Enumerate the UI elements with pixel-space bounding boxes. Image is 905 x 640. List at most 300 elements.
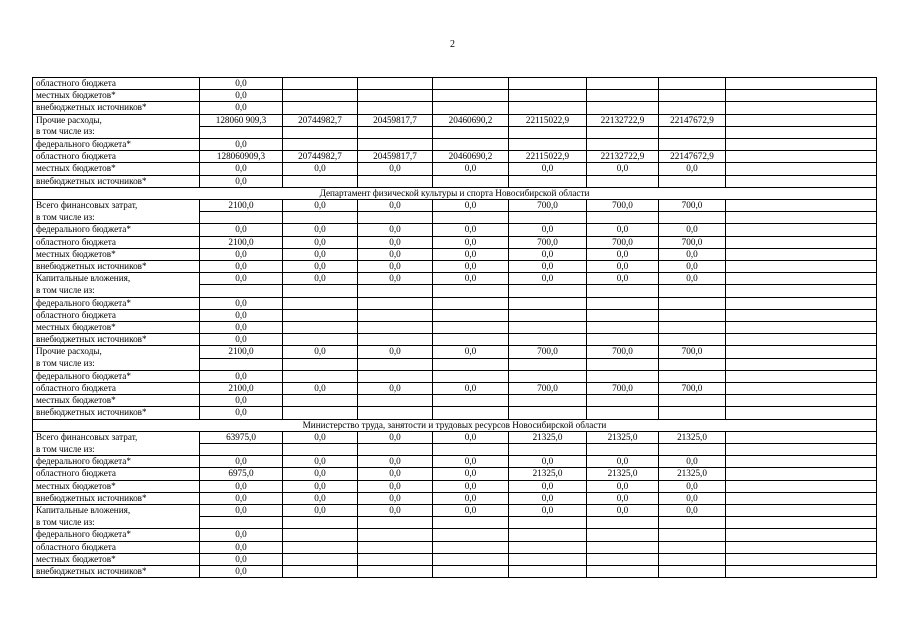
empty-cell <box>726 212 877 224</box>
value-cell: 0,0 <box>659 492 726 504</box>
empty-cell <box>726 529 877 541</box>
value-cell: 700,0 <box>659 346 726 358</box>
value-cell <box>358 309 433 321</box>
value-cell <box>509 541 587 553</box>
empty-cell <box>726 175 877 187</box>
value-cell: 0,0 <box>358 492 433 504</box>
value-cell: 700,0 <box>587 383 659 395</box>
value-cell <box>433 90 509 102</box>
value-cell: 0,0 <box>358 236 433 248</box>
value-cell: 0,0 <box>200 334 283 346</box>
value-cell: 128060 909,3 <box>200 114 283 126</box>
value-cell: 21325,0 <box>587 431 659 443</box>
value-cell <box>358 334 433 346</box>
budget-table <box>32 77 877 578</box>
value-cell: 0,0 <box>283 456 358 468</box>
table-row <box>33 297 877 309</box>
value-cell: 20744982,7 <box>283 114 358 126</box>
value-cell: 0,0 <box>283 492 358 504</box>
table-row <box>33 273 877 285</box>
table-row <box>33 456 877 468</box>
section-title: Министерство труда, занятости и трудовых ресурсов Новосибирской области <box>33 419 877 431</box>
table-row <box>33 139 877 151</box>
value-cell: 0,0 <box>200 163 283 175</box>
value-cell: 0,0 <box>587 273 659 285</box>
value-cell: 0,0 <box>200 566 283 578</box>
page-number: 2 <box>450 39 455 50</box>
value-cell: 0,0 <box>200 309 283 321</box>
value-cell <box>283 212 358 224</box>
value-cell: 0,0 <box>587 505 659 517</box>
row-label: в том числе из: <box>33 444 200 456</box>
value-cell <box>509 309 587 321</box>
value-cell: 0,0 <box>509 248 587 260</box>
table-row <box>33 309 877 321</box>
value-cell: 0,0 <box>509 261 587 273</box>
value-cell <box>587 553 659 565</box>
value-cell: 22132722,9 <box>587 114 659 126</box>
value-cell: 0,0 <box>200 224 283 236</box>
table-row <box>33 529 877 541</box>
value-cell <box>587 444 659 456</box>
value-cell: 6975,0 <box>200 468 283 480</box>
value-cell <box>659 126 726 138</box>
table-row <box>33 248 877 260</box>
empty-cell <box>726 358 877 370</box>
value-cell: 0,0 <box>283 248 358 260</box>
row-label: областного бюджета <box>33 383 200 395</box>
value-cell: 0,0 <box>200 273 283 285</box>
empty-cell <box>726 541 877 553</box>
value-cell <box>200 285 283 297</box>
table-row <box>33 407 877 419</box>
table-row <box>33 492 877 504</box>
value-cell <box>587 139 659 151</box>
value-cell <box>283 407 358 419</box>
empty-cell <box>726 468 877 480</box>
value-cell <box>659 297 726 309</box>
value-cell <box>200 126 283 138</box>
value-cell: 0,0 <box>659 456 726 468</box>
value-cell: 20460690,2 <box>433 151 509 163</box>
table-row <box>33 431 877 443</box>
table-row <box>33 114 877 126</box>
value-cell <box>509 139 587 151</box>
value-cell: 700,0 <box>587 236 659 248</box>
value-cell <box>433 78 509 90</box>
empty-cell <box>726 407 877 419</box>
value-cell <box>283 517 358 529</box>
value-cell: 0,0 <box>587 456 659 468</box>
value-cell <box>358 566 433 578</box>
value-cell: 0,0 <box>200 529 283 541</box>
budget-table-body <box>33 78 877 578</box>
value-cell: 0,0 <box>358 456 433 468</box>
row-label: в том числе из: <box>33 358 200 370</box>
value-cell <box>509 297 587 309</box>
value-cell <box>283 309 358 321</box>
table-row <box>33 395 877 407</box>
empty-cell <box>726 444 877 456</box>
value-cell <box>200 444 283 456</box>
value-cell <box>587 309 659 321</box>
section-header-row <box>33 419 877 431</box>
value-cell <box>433 334 509 346</box>
value-cell: 700,0 <box>509 236 587 248</box>
value-cell: 0,0 <box>200 297 283 309</box>
value-cell <box>587 175 659 187</box>
value-cell: 0,0 <box>509 492 587 504</box>
value-cell <box>358 322 433 334</box>
value-cell <box>433 309 509 321</box>
value-cell: 0,0 <box>587 261 659 273</box>
value-cell <box>659 309 726 321</box>
value-cell: 700,0 <box>587 200 659 212</box>
value-cell <box>358 78 433 90</box>
value-cell: 21325,0 <box>509 431 587 443</box>
value-cell: 0,0 <box>358 273 433 285</box>
row-label: Капитальные вложения, <box>33 505 200 517</box>
value-cell: 0,0 <box>283 236 358 248</box>
table-row <box>33 200 877 212</box>
row-label: областного бюджета <box>33 236 200 248</box>
value-cell <box>659 285 726 297</box>
value-cell <box>433 297 509 309</box>
table-row <box>33 480 877 492</box>
value-cell: 0,0 <box>659 248 726 260</box>
value-cell <box>433 175 509 187</box>
value-cell <box>587 566 659 578</box>
value-cell <box>358 358 433 370</box>
value-cell: 0,0 <box>433 261 509 273</box>
value-cell <box>283 334 358 346</box>
value-cell <box>659 90 726 102</box>
value-cell <box>659 566 726 578</box>
empty-cell <box>726 456 877 468</box>
row-label: федерального бюджета* <box>33 456 200 468</box>
table-row <box>33 517 877 529</box>
value-cell <box>358 517 433 529</box>
value-cell <box>358 285 433 297</box>
empty-cell <box>726 78 877 90</box>
empty-cell <box>726 322 877 334</box>
row-label: внебюджетных источников* <box>33 175 200 187</box>
table-row <box>33 346 877 358</box>
empty-cell <box>726 248 877 260</box>
value-cell: 0,0 <box>200 553 283 565</box>
empty-cell <box>726 370 877 382</box>
value-cell <box>358 126 433 138</box>
row-label: местных бюджетов* <box>33 480 200 492</box>
value-cell: 0,0 <box>283 273 358 285</box>
row-label: местных бюджетов* <box>33 322 200 334</box>
value-cell <box>358 175 433 187</box>
value-cell: 2100,0 <box>200 200 283 212</box>
value-cell <box>659 175 726 187</box>
value-cell <box>283 370 358 382</box>
value-cell: 0,0 <box>659 273 726 285</box>
value-cell <box>587 285 659 297</box>
table-row <box>33 212 877 224</box>
value-cell: 0,0 <box>587 224 659 236</box>
value-cell <box>433 529 509 541</box>
value-cell: 0,0 <box>358 248 433 260</box>
value-cell: 700,0 <box>509 346 587 358</box>
value-cell <box>659 395 726 407</box>
value-cell <box>509 358 587 370</box>
value-cell <box>200 212 283 224</box>
empty-cell <box>726 431 877 443</box>
value-cell: 0,0 <box>509 480 587 492</box>
value-cell: 0,0 <box>433 492 509 504</box>
value-cell <box>587 126 659 138</box>
empty-cell <box>726 151 877 163</box>
value-cell: 0,0 <box>358 383 433 395</box>
table-row <box>33 102 877 114</box>
row-label: Капитальные вложения, <box>33 273 200 285</box>
value-cell: 0,0 <box>200 322 283 334</box>
table-row <box>33 90 877 102</box>
table-row <box>33 566 877 578</box>
value-cell <box>283 322 358 334</box>
row-label: областного бюджета <box>33 468 200 480</box>
value-cell: 0,0 <box>283 224 358 236</box>
value-cell <box>587 541 659 553</box>
row-label: областного бюджета <box>33 78 200 90</box>
value-cell <box>659 541 726 553</box>
value-cell <box>283 541 358 553</box>
empty-cell <box>726 492 877 504</box>
value-cell <box>509 395 587 407</box>
value-cell <box>358 212 433 224</box>
value-cell <box>587 322 659 334</box>
value-cell <box>358 139 433 151</box>
value-cell: 0,0 <box>200 480 283 492</box>
value-cell: 0,0 <box>283 261 358 273</box>
value-cell: 0,0 <box>283 480 358 492</box>
value-cell: 2100,0 <box>200 346 283 358</box>
value-cell: 0,0 <box>358 431 433 443</box>
value-cell: 0,0 <box>659 261 726 273</box>
value-cell <box>659 529 726 541</box>
empty-cell <box>726 102 877 114</box>
value-cell: 0,0 <box>659 505 726 517</box>
value-cell <box>509 517 587 529</box>
empty-cell <box>726 334 877 346</box>
row-label: федерального бюджета* <box>33 224 200 236</box>
value-cell: 0,0 <box>283 200 358 212</box>
empty-cell <box>726 346 877 358</box>
empty-cell <box>726 126 877 138</box>
value-cell: 0,0 <box>283 468 358 480</box>
value-cell <box>659 139 726 151</box>
table-row <box>33 334 877 346</box>
empty-cell <box>726 273 877 285</box>
value-cell <box>358 102 433 114</box>
value-cell <box>659 358 726 370</box>
value-cell <box>509 566 587 578</box>
value-cell <box>659 553 726 565</box>
value-cell <box>509 175 587 187</box>
table-row <box>33 78 877 90</box>
value-cell: 0,0 <box>433 505 509 517</box>
value-cell: 0,0 <box>659 163 726 175</box>
value-cell <box>659 444 726 456</box>
value-cell <box>283 553 358 565</box>
value-cell: 0,0 <box>433 236 509 248</box>
value-cell <box>433 102 509 114</box>
empty-cell <box>726 236 877 248</box>
row-label: внебюджетных источников* <box>33 407 200 419</box>
value-cell <box>509 529 587 541</box>
value-cell: 0,0 <box>433 248 509 260</box>
value-cell <box>659 102 726 114</box>
table-row <box>33 236 877 248</box>
value-cell: 0,0 <box>433 224 509 236</box>
value-cell <box>433 212 509 224</box>
table-row <box>33 261 877 273</box>
value-cell: 0,0 <box>509 505 587 517</box>
table-row <box>33 505 877 517</box>
row-label: Всего финансовых затрат, <box>33 200 200 212</box>
value-cell <box>283 175 358 187</box>
table-row <box>33 541 877 553</box>
value-cell: 0,0 <box>358 468 433 480</box>
value-cell <box>509 322 587 334</box>
table-row <box>33 126 877 138</box>
value-cell: 0,0 <box>200 505 283 517</box>
value-cell: 0,0 <box>200 492 283 504</box>
empty-cell <box>726 90 877 102</box>
value-cell <box>358 407 433 419</box>
empty-cell <box>726 553 877 565</box>
value-cell: 22147672,9 <box>659 151 726 163</box>
table-row <box>33 444 877 456</box>
row-label: федерального бюджета* <box>33 139 200 151</box>
empty-cell <box>726 163 877 175</box>
value-cell <box>200 517 283 529</box>
table-row <box>33 322 877 334</box>
value-cell: 0,0 <box>283 431 358 443</box>
row-label: местных бюджетов* <box>33 163 200 175</box>
row-label: федерального бюджета* <box>33 529 200 541</box>
value-cell: 0,0 <box>433 480 509 492</box>
value-cell <box>509 78 587 90</box>
value-cell: 0,0 <box>509 163 587 175</box>
empty-cell <box>726 517 877 529</box>
row-label: внебюджетных источников* <box>33 102 200 114</box>
value-cell: 700,0 <box>509 200 587 212</box>
value-cell: 2100,0 <box>200 383 283 395</box>
value-cell: 0,0 <box>358 480 433 492</box>
value-cell: 0,0 <box>659 224 726 236</box>
value-cell <box>283 529 358 541</box>
value-cell <box>283 78 358 90</box>
value-cell <box>433 541 509 553</box>
value-cell <box>587 334 659 346</box>
table-row <box>33 358 877 370</box>
value-cell: 700,0 <box>659 236 726 248</box>
empty-cell <box>726 383 877 395</box>
value-cell <box>509 212 587 224</box>
value-cell <box>283 358 358 370</box>
value-cell: 0,0 <box>433 456 509 468</box>
empty-cell <box>726 200 877 212</box>
value-cell <box>659 407 726 419</box>
table-row <box>33 383 877 395</box>
value-cell: 21325,0 <box>659 431 726 443</box>
table-row <box>33 175 877 187</box>
value-cell: 63975,0 <box>200 431 283 443</box>
row-label: в том числе из: <box>33 212 200 224</box>
value-cell: 0,0 <box>283 505 358 517</box>
value-cell <box>283 297 358 309</box>
value-cell: 700,0 <box>659 383 726 395</box>
value-cell: 700,0 <box>659 200 726 212</box>
value-cell <box>283 566 358 578</box>
value-cell <box>659 78 726 90</box>
empty-cell <box>726 297 877 309</box>
value-cell: 22147672,9 <box>659 114 726 126</box>
value-cell <box>358 444 433 456</box>
value-cell <box>587 212 659 224</box>
value-cell <box>587 358 659 370</box>
value-cell <box>509 407 587 419</box>
value-cell <box>283 139 358 151</box>
value-cell <box>358 297 433 309</box>
row-label: в том числе из: <box>33 285 200 297</box>
value-cell: 0,0 <box>283 163 358 175</box>
value-cell: 0,0 <box>358 261 433 273</box>
empty-cell <box>726 309 877 321</box>
row-label: местных бюджетов* <box>33 553 200 565</box>
value-cell: 0,0 <box>509 456 587 468</box>
empty-cell <box>726 285 877 297</box>
value-cell <box>358 541 433 553</box>
value-cell: 20459817,7 <box>358 114 433 126</box>
value-cell: 0,0 <box>433 273 509 285</box>
value-cell: 20459817,7 <box>358 151 433 163</box>
value-cell <box>433 285 509 297</box>
value-cell: 0,0 <box>587 492 659 504</box>
value-cell <box>283 90 358 102</box>
value-cell: 20460690,2 <box>433 114 509 126</box>
empty-cell <box>726 139 877 151</box>
row-label: областного бюджета <box>33 309 200 321</box>
value-cell: 22115022,9 <box>509 151 587 163</box>
value-cell <box>433 444 509 456</box>
row-label: в том числе из: <box>33 517 200 529</box>
value-cell: 0,0 <box>358 346 433 358</box>
value-cell: 0,0 <box>587 480 659 492</box>
value-cell <box>587 102 659 114</box>
value-cell <box>509 334 587 346</box>
value-cell: 21325,0 <box>509 468 587 480</box>
row-label: Прочие расходы, <box>33 114 200 126</box>
value-cell: 0,0 <box>659 480 726 492</box>
value-cell: 0,0 <box>433 383 509 395</box>
value-cell <box>659 370 726 382</box>
table-row <box>33 151 877 163</box>
table-row <box>33 163 877 175</box>
empty-cell <box>726 566 877 578</box>
row-label: федерального бюджета* <box>33 370 200 382</box>
value-cell: 0,0 <box>283 383 358 395</box>
value-cell: 20744982,7 <box>283 151 358 163</box>
row-label: Всего финансовых затрат, <box>33 431 200 443</box>
section-title: Департамент физической культуры и спорта Новосибирской области <box>33 187 877 199</box>
value-cell <box>587 370 659 382</box>
